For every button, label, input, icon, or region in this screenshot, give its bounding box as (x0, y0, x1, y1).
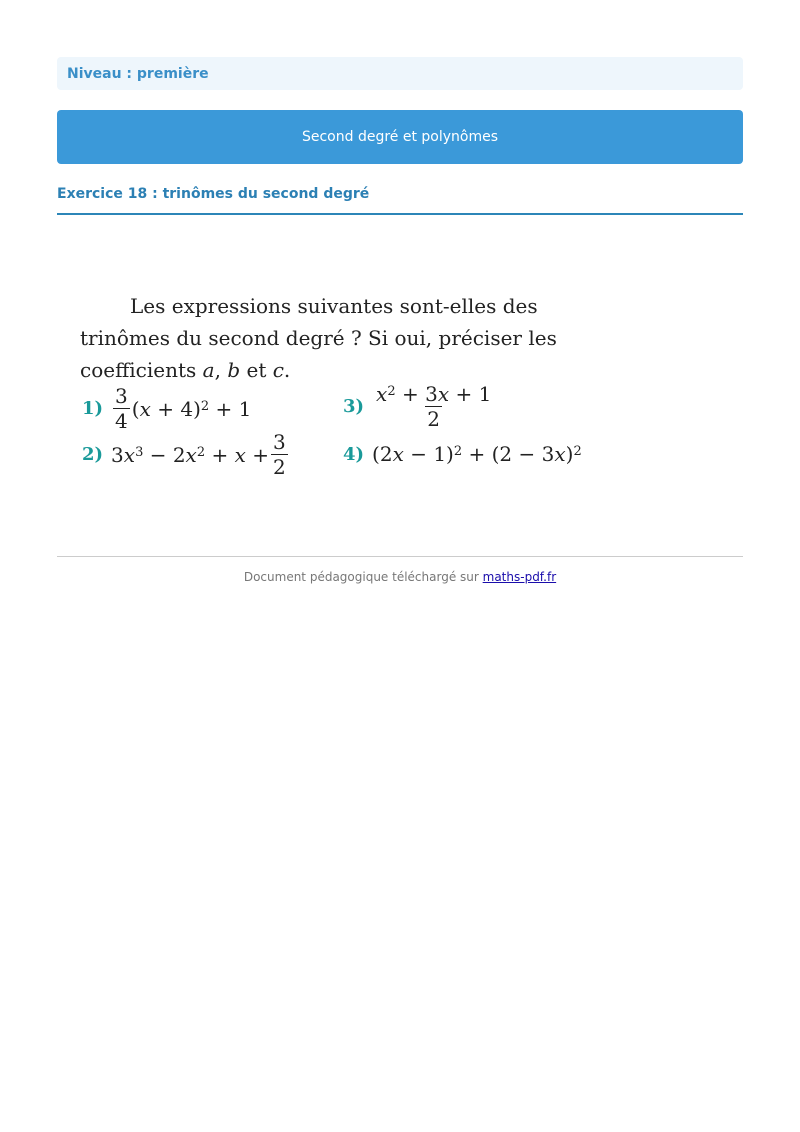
expression-3 (343, 384, 495, 429)
statement-text: Les expressions suivantes sont-elles des trinômes du second degré ? Si oui, préciser les coefficients a, b et c. (80, 294, 557, 382)
expression-2 (82, 432, 290, 477)
math-expression: $(x + 4)^2 + 1$ (131, 396, 252, 421)
footer-divider (57, 556, 743, 557)
chapter-banner (57, 110, 743, 164)
expression-1 (82, 386, 251, 431)
footer (57, 570, 743, 584)
fraction: $\frac{3}{2}$ (273, 430, 286, 479)
footer-text: Document pédagogique téléchargé sur (243, 570, 483, 584)
chapter-title: Second degré et polynômes (301, 129, 499, 145)
exercise-statement (80, 290, 600, 386)
expression-4 (343, 442, 582, 466)
math-expression: $(2x - 1)^2 + (2 - 3x)^2$ (372, 442, 582, 466)
item-number: 2) (82, 444, 104, 465)
level-label: Niveau : première (67, 65, 209, 82)
math-expression: $3x^3 - 2x^2 + x$ + (111, 442, 269, 467)
item-number: 1) (82, 398, 104, 419)
footer-link[interactable]: maths-pdf.fr (482, 570, 557, 584)
fraction: $\frac{x^2 + 3x + 1}{2}$ (376, 382, 492, 431)
level-banner (57, 57, 743, 90)
exercise-title: Exercice 18 : trinômes du second degré (57, 186, 743, 215)
fraction: $\frac{3}{4}$ (115, 384, 128, 433)
item-number: 4) (343, 443, 365, 465)
item-number: 3) (343, 396, 365, 417)
